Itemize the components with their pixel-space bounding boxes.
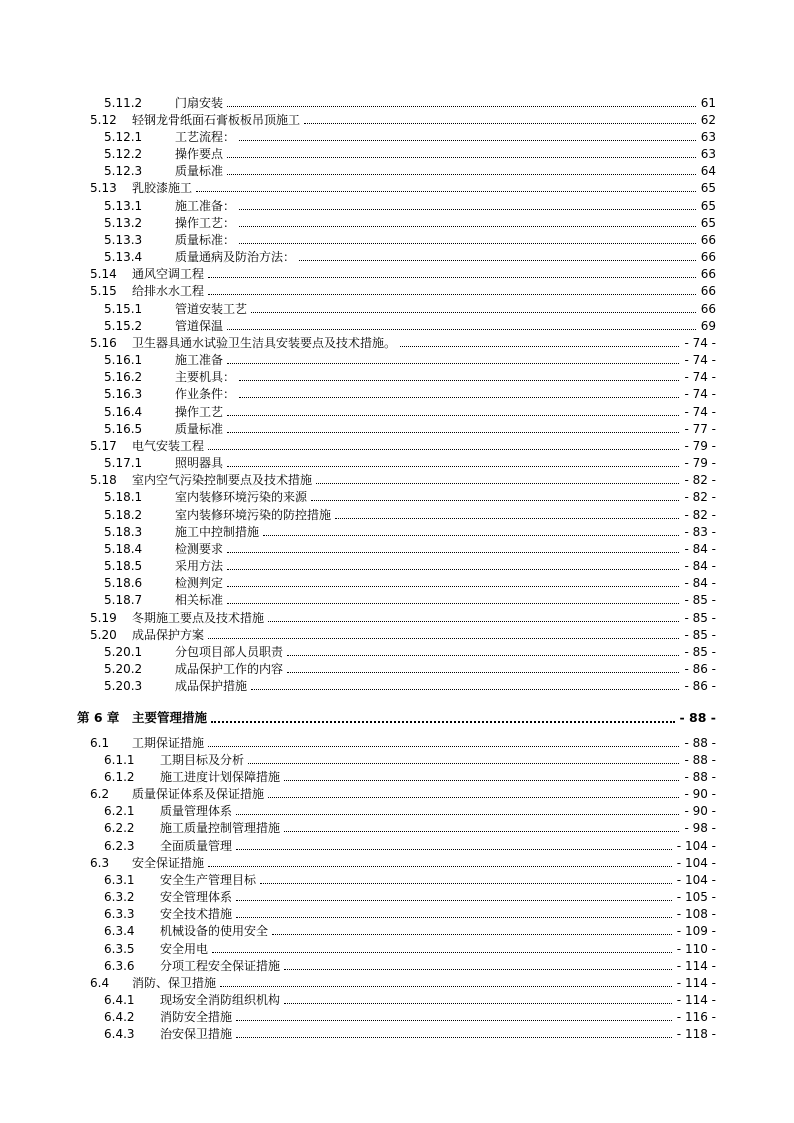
toc-title: 施工准备: [175, 353, 224, 367]
toc-page-number: - 74 -: [681, 404, 716, 420]
toc-number: 6.2: [90, 787, 110, 801]
toc-dot-leader: [211, 710, 675, 723]
toc-number: 5.13.2: [104, 216, 143, 230]
toc-number: 6.4.1: [104, 993, 135, 1007]
toc-title: 全面质量管理: [160, 839, 233, 853]
toc-page-number: 64: [698, 163, 716, 179]
toc-dot-leader: [284, 769, 679, 781]
toc-dot-leader: [316, 472, 679, 484]
toc-row[interactable]: [0, 855, 794, 871]
toc-dot-leader: [208, 735, 679, 747]
toc-page-number: - 86 -: [681, 661, 716, 677]
toc-row[interactable]: [0, 661, 794, 677]
toc-number: 5.13.1: [104, 199, 143, 213]
toc-number: 5.11.2: [104, 96, 143, 110]
toc-title: 通风空调工程: [132, 267, 205, 281]
toc-page-number: - 84 -: [681, 558, 716, 574]
toc-dot-leader: [227, 541, 679, 553]
toc-page-number: - 118 -: [674, 1026, 716, 1042]
toc-page-number: - 88 -: [681, 769, 716, 785]
toc-page-number: - 114 -: [674, 958, 716, 974]
toc-title: 工期保证措施: [132, 736, 205, 750]
toc-page-number: - 116 -: [674, 1009, 716, 1025]
toc-row[interactable]: [0, 838, 794, 854]
toc-row[interactable]: [0, 575, 794, 591]
toc-number: 5.12.3: [104, 164, 143, 178]
toc-dot-leader: [227, 592, 679, 604]
toc-row[interactable]: [0, 421, 794, 437]
toc-dot-leader: [212, 941, 672, 953]
toc-number: 5.16.2: [104, 370, 143, 384]
toc-row[interactable]: [0, 352, 794, 368]
toc-row[interactable]: [0, 112, 794, 128]
toc-page-number: - 88 -: [681, 752, 716, 768]
toc-row[interactable]: [0, 923, 794, 939]
toc-row[interactable]: [0, 507, 794, 523]
toc-number: 5.16.5: [104, 422, 143, 436]
toc-number: 5.15: [90, 284, 117, 298]
toc-title: 给排水水工程: [132, 284, 205, 298]
toc-dot-leader: [268, 610, 679, 622]
toc-row[interactable]: [0, 198, 794, 214]
toc-title: 操作要点: [175, 147, 224, 161]
toc-number: 5.16.3: [104, 387, 143, 401]
toc-number: 6.3: [90, 856, 110, 870]
toc-number: 6.1.1: [104, 753, 135, 767]
toc-number: 5.17.1: [104, 456, 143, 470]
toc-number: 6.3.1: [104, 873, 135, 887]
toc-row[interactable]: [0, 283, 794, 299]
toc-dot-leader: [284, 820, 679, 832]
toc-dot-leader: [227, 558, 679, 570]
toc-page-number: - 83 -: [681, 524, 716, 540]
toc-dot-leader: [227, 352, 679, 364]
toc-number: 5.15.2: [104, 319, 143, 333]
toc-dot-leader: [248, 752, 679, 764]
toc-title: 电气安装工程: [132, 439, 205, 453]
toc-page-number: - 105 -: [674, 889, 716, 905]
toc-number: 6.1.2: [104, 770, 135, 784]
toc-row[interactable]: [0, 803, 794, 819]
toc-dot-leader: [272, 923, 672, 935]
toc-title: 主要管理措施: [132, 710, 208, 725]
toc-dot-leader: [227, 318, 696, 330]
toc-dot-leader: [236, 1009, 672, 1021]
toc-number: 5.18.2: [104, 508, 143, 522]
toc-dot-leader: [227, 163, 696, 175]
toc-row[interactable]: [0, 129, 794, 145]
toc-row[interactable]: [0, 335, 794, 351]
toc-title: 施工质量控制管理措施: [160, 821, 281, 835]
toc-title: 机械设备的使用安全: [160, 924, 269, 938]
toc-title: 操作工艺: [175, 405, 224, 419]
toc-title: 安全管理体系: [160, 890, 233, 904]
toc-dot-leader: [236, 1026, 672, 1038]
toc-number: 5.20: [90, 628, 117, 642]
toc-dot-leader: [335, 507, 679, 519]
toc-row[interactable]: [0, 906, 794, 922]
toc-number: 5.20.3: [104, 679, 143, 693]
toc-number: 5.18.5: [104, 559, 143, 573]
toc-row[interactable]: [0, 404, 794, 420]
toc-number: 6.2.2: [104, 821, 135, 835]
toc-page-number: - 74 -: [681, 352, 716, 368]
toc-page-number: - 88 -: [681, 735, 716, 751]
toc-title: 相关标准: [175, 593, 224, 607]
toc-number: 5.16.4: [104, 405, 143, 419]
toc-number: 5.13.4: [104, 250, 143, 264]
toc-row[interactable]: [0, 489, 794, 505]
toc-title: 操作工艺：: [175, 216, 236, 230]
toc-page-number: - 88 -: [677, 710, 716, 726]
toc-dot-leader: [299, 249, 696, 261]
toc-row[interactable]: [0, 541, 794, 557]
toc-number: 6.3.4: [104, 924, 135, 938]
toc-title: 消防安全措施: [160, 1010, 233, 1024]
toc-row[interactable]: [0, 735, 794, 751]
toc-title: 质量标准: [175, 164, 224, 178]
toc-title: 分项工程安全保证措施: [160, 959, 281, 973]
toc-title: 安全生产管理目标: [160, 873, 257, 887]
toc-page-number: - 114 -: [674, 975, 716, 991]
toc-dot-leader: [239, 386, 679, 398]
toc-row[interactable]: [0, 249, 794, 265]
toc-number: 6.1: [90, 736, 110, 750]
toc-row[interactable]: [0, 769, 794, 785]
toc-number: 6.4.2: [104, 1010, 135, 1024]
toc-dot-leader: [239, 198, 696, 210]
toc-number: 5.18.3: [104, 525, 143, 539]
toc-title: 检测判定: [175, 576, 224, 590]
toc-page-number: - 104 -: [674, 872, 716, 888]
toc-row[interactable]: [0, 163, 794, 179]
toc-title: 作业条件：: [175, 387, 236, 401]
toc-dot-leader: [227, 455, 679, 467]
toc-title: 室内装修环境污染的来源: [175, 490, 308, 504]
toc-dot-leader: [260, 872, 672, 884]
toc-number: 6.3.6: [104, 959, 135, 973]
toc-page-number: - 74 -: [681, 369, 716, 385]
toc-page-number: - 104 -: [674, 855, 716, 871]
toc-title: 施工进度计划保障措施: [160, 770, 281, 784]
toc-dot-leader: [208, 283, 696, 295]
toc-row[interactable]: [0, 318, 794, 334]
toc-page-number: - 86 -: [681, 678, 716, 694]
toc-title: 检测要求: [175, 542, 224, 556]
toc-page-number: - 104 -: [674, 838, 716, 854]
toc-title: 安全用电: [160, 942, 209, 956]
toc-number: 5.14: [90, 267, 117, 281]
toc-dot-leader: [239, 129, 696, 141]
toc-page-number: 65: [698, 198, 716, 214]
toc-row[interactable]: [0, 644, 794, 660]
toc-dot-leader: [400, 335, 679, 347]
toc-page-number: 63: [698, 146, 716, 162]
toc-page-number: - 98 -: [681, 820, 716, 836]
toc-number: 5.16: [90, 336, 117, 350]
toc-page-number: - 84 -: [681, 541, 716, 557]
toc-row[interactable]: [0, 386, 794, 402]
toc-dot-leader: [227, 575, 679, 587]
toc-page-number: - 109 -: [674, 923, 716, 939]
toc-dot-leader: [284, 992, 672, 1004]
toc-page-number: 65: [698, 180, 716, 196]
toc-page-number: 65: [698, 215, 716, 231]
toc-row[interactable]: [0, 958, 794, 974]
toc-dot-leader: [311, 489, 679, 501]
toc-row[interactable]: [0, 1026, 794, 1042]
toc-title: 质量标准：: [175, 233, 236, 247]
toc-number: 5.18.4: [104, 542, 143, 556]
toc-dot-leader: [239, 369, 679, 381]
toc-title: 现场安全消防组织机构: [160, 993, 281, 1007]
toc-row[interactable]: [0, 592, 794, 608]
toc-title: 工艺流程：: [175, 130, 236, 144]
toc-dot-leader: [227, 421, 679, 433]
toc-page-number: - 82 -: [681, 472, 716, 488]
toc-row[interactable]: [0, 180, 794, 196]
toc-title: 消防、保卫措施: [132, 976, 217, 990]
toc-dot-leader: [227, 95, 696, 107]
toc-dot-leader: [268, 786, 679, 798]
toc-title: 乳胶漆施工: [132, 181, 193, 195]
toc-number: 6.3.2: [104, 890, 135, 904]
toc-number: 5.18.7: [104, 593, 143, 607]
toc-number: 5.18.1: [104, 490, 143, 504]
toc-row[interactable]: [0, 889, 794, 905]
toc-dot-leader: [287, 661, 679, 673]
toc-title: 成品保护工作的内容: [175, 662, 284, 676]
toc-number: 5.13.3: [104, 233, 143, 247]
toc-row[interactable]: [0, 975, 794, 991]
toc-dot-leader: [227, 404, 679, 416]
toc-page-number: - 79 -: [681, 438, 716, 454]
toc-row[interactable]: [0, 301, 794, 317]
toc-number: 5.12.1: [104, 130, 143, 144]
toc-row[interactable]: [0, 872, 794, 888]
toc-title: 质量通病及防治方法：: [175, 250, 296, 264]
toc-row[interactable]: [0, 215, 794, 231]
toc-dot-leader: [208, 627, 679, 639]
toc-number: 5.20.2: [104, 662, 143, 676]
toc-dot-leader: [208, 855, 672, 867]
toc-row[interactable]: [0, 752, 794, 768]
toc-page-number: 66: [698, 283, 716, 299]
toc-title: 管道保温: [175, 319, 224, 333]
toc-dot-leader: [196, 180, 696, 192]
toc-title: 施工准备：: [175, 199, 236, 213]
toc-number: 6.2.1: [104, 804, 135, 818]
toc-page-number: - 85 -: [681, 610, 716, 626]
toc-dot-leader: [220, 975, 672, 987]
toc-row[interactable]: [0, 438, 794, 454]
toc-number: 5.17: [90, 439, 117, 453]
toc-title: 质量保证体系及保证措施: [132, 787, 265, 801]
toc-title: 门扇安装: [175, 96, 224, 110]
toc-dot-leader: [208, 266, 696, 278]
toc-row[interactable]: [0, 1009, 794, 1025]
toc-title: 质量标准: [175, 422, 224, 436]
toc-page-number: 63: [698, 129, 716, 145]
toc-row[interactable]: [0, 610, 794, 626]
toc-title: 治安保卫措施: [160, 1027, 233, 1041]
toc-number: 第 6 章: [77, 710, 120, 725]
toc-title: 卫生器具通水试验卫生洁具安装要点及技术措施。: [132, 336, 397, 350]
toc-dot-leader: [251, 301, 696, 313]
toc-number: 5.20.1: [104, 645, 143, 659]
toc-title: 室内空气污染控制要点及技术措施: [132, 473, 313, 487]
toc-dot-leader: [236, 906, 672, 918]
toc-title: 成品保护措施: [175, 679, 248, 693]
toc-page-number: 69: [698, 318, 716, 334]
toc-number: 5.12.2: [104, 147, 143, 161]
toc-title: 轻钢龙骨纸面石膏板板吊顶施工: [132, 113, 301, 127]
toc-page-number: 62: [698, 112, 716, 128]
toc-dot-leader: [263, 524, 679, 536]
toc-row[interactable]: [0, 992, 794, 1008]
toc-row[interactable]: [0, 941, 794, 957]
toc-row[interactable]: [0, 678, 794, 694]
toc-page-number: - 77 -: [681, 421, 716, 437]
toc-title: 主要机具：: [175, 370, 236, 384]
toc-title: 照明器具: [175, 456, 224, 470]
toc-dot-leader: [284, 958, 672, 970]
toc-dot-leader: [236, 889, 672, 901]
toc-page-number: - 85 -: [681, 644, 716, 660]
toc-row[interactable]: [0, 146, 794, 162]
toc-page-number: - 84 -: [681, 575, 716, 591]
toc-page-number: 66: [698, 301, 716, 317]
toc-dot-leader: [251, 678, 679, 690]
toc-row[interactable]: [0, 820, 794, 836]
toc-title: 管道安装工艺: [175, 302, 248, 316]
toc-page-number: - 82 -: [681, 489, 716, 505]
toc-title: 施工中控制措施: [175, 525, 260, 539]
toc-page-number: 66: [698, 266, 716, 282]
toc-title: 安全技术措施: [160, 907, 233, 921]
toc-title: 安全保证措施: [132, 856, 205, 870]
toc-number: 5.18.6: [104, 576, 143, 590]
toc-page-number: 66: [698, 232, 716, 248]
toc-page-number: - 85 -: [681, 592, 716, 608]
toc-page-number: - 90 -: [681, 803, 716, 819]
toc-row[interactable]: [0, 232, 794, 248]
toc-dot-leader: [304, 112, 696, 124]
toc-dot-leader: [239, 232, 696, 244]
toc-title: 室内装修环境污染的防控措施: [175, 508, 332, 522]
toc-page-number: - 74 -: [681, 386, 716, 402]
toc-number: 5.16.1: [104, 353, 143, 367]
toc-title: 分包项目部人员职责: [175, 645, 284, 659]
toc-page-number: - 85 -: [681, 627, 716, 643]
toc-dot-leader: [227, 146, 696, 158]
toc-page-number: - 90 -: [681, 786, 716, 802]
toc-row[interactable]: [0, 558, 794, 574]
toc-row[interactable]: [0, 95, 794, 111]
toc-row[interactable]: [0, 369, 794, 385]
toc-dot-leader: [287, 644, 679, 656]
toc-page-number: 66: [698, 249, 716, 265]
toc-row[interactable]: [0, 524, 794, 540]
toc-dot-leader: [236, 838, 672, 850]
toc-title: 冬期施工要点及技术措施: [132, 611, 265, 625]
toc-row[interactable]: [0, 266, 794, 282]
toc-number: 5.15.1: [104, 302, 143, 316]
toc-title: 成品保护方案: [132, 628, 205, 642]
toc-page-number: - 79 -: [681, 455, 716, 471]
toc-number: 5.13: [90, 181, 117, 195]
toc-page-number: - 110 -: [674, 941, 716, 957]
toc-number: 6.4.3: [104, 1027, 135, 1041]
toc-page-number: - 114 -: [674, 992, 716, 1008]
toc-number: 6.4: [90, 976, 110, 990]
toc-page-number: 61: [698, 95, 716, 111]
toc-number: 5.12: [90, 113, 117, 127]
toc-number: 6.3.3: [104, 907, 135, 921]
toc-dot-leader: [208, 438, 679, 450]
toc-row[interactable]: [0, 455, 794, 471]
toc-chapter-row[interactable]: [0, 710, 794, 726]
toc-row[interactable]: [0, 786, 794, 802]
toc-number: 5.19: [90, 611, 117, 625]
toc-dot-leader: [239, 215, 696, 227]
toc-title: 质量管理体系: [160, 804, 233, 818]
toc-dot-leader: [236, 803, 679, 815]
toc-page-number: - 74 -: [681, 335, 716, 351]
toc-row[interactable]: [0, 627, 794, 643]
toc-title: 采用方法: [175, 559, 224, 573]
toc-number: 6.3.5: [104, 942, 135, 956]
toc-number: 5.18: [90, 473, 117, 487]
toc-title: 工期目标及分析: [160, 753, 245, 767]
toc-row[interactable]: [0, 472, 794, 488]
toc-page-number: - 82 -: [681, 507, 716, 523]
toc-page-number: - 108 -: [674, 906, 716, 922]
toc-number: 6.2.3: [104, 839, 135, 853]
